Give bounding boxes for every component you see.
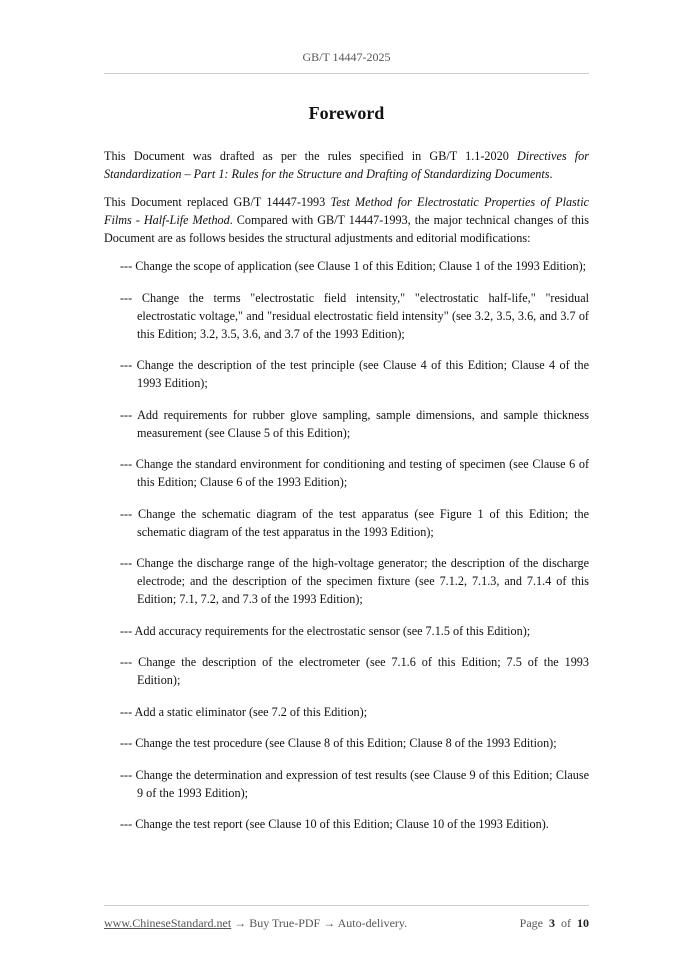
list-item: --- Change the scope of application (see Clause 1 of this Edition; Clause 1 of the 1993 Edition);	[120, 259, 587, 273]
buy-pdf-text: Buy True-PDF	[249, 916, 321, 930]
replaced-standard-title: Test Method for Electrostatic Properties of Plastic Films - Half-Life Method	[104, 195, 589, 227]
paragraph-replacement	[104, 193, 589, 247]
paragraph-drafting-rules	[104, 147, 589, 183]
directive-title: Directives for Standardization – Part 1: Rules for the Structure and Drafting of Standardizing Documents	[104, 149, 589, 181]
standard-code: GB/T 14447-2025	[302, 50, 391, 64]
list-item: --- Change the test procedure (see Clause 8 of this Edition; Clause 8 of the 1993 Edition);	[120, 736, 557, 750]
page-title: Foreword	[308, 103, 385, 123]
list-item: --- Add accuracy requirements for the electrostatic sensor (see 7.1.5 of this Edition);	[120, 623, 531, 638]
auto-delivery-text: Auto-delivery.	[337, 916, 408, 930]
page-header	[104, 50, 589, 65]
changes-list	[104, 257, 589, 833]
paragraph-text: This Document replaced GB/T 14447-1993	[104, 195, 331, 209]
of-label: of	[561, 916, 571, 930]
paragraph-text: . Compared with GB/T 14447-1993, the major technical changes of this Document are as follows besides the structural adjustments and editorial modifications:	[104, 213, 589, 245]
list-item: --- Change the description of the electrometer (see 7.1.6 of this Edition; 7.5 of the 1993 Edition);	[120, 655, 589, 687]
header-divider	[104, 73, 589, 74]
list-item: --- Change the test report (see Clause 10 of this Edition; Clause 10 of the 1993 Edition).	[120, 817, 549, 831]
arrow-right-icon: →	[231, 916, 250, 930]
total-pages: 10	[577, 916, 589, 930]
list-item: --- Change the standard environment for conditioning and testing of specimen (see Clause 6 of this Edition; Clause 6 of the 1993 Edition);	[120, 457, 589, 489]
document-body	[104, 147, 589, 847]
list-item: --- Change the description of the test principle (see Clause 4 of this Edition; Clause 4 of the 1993 Edition);	[120, 358, 589, 390]
list-item: --- Change the discharge range of the high-voltage generator; the description of the discharge electrode; and the description of the specimen fixture (see 7.1.2, 7.1.3, and 7.1.4 of this Edition; 7.1, 7.2, and 7.3 of the 1993 Edition);	[120, 556, 589, 606]
page-number	[520, 916, 589, 931]
page-label: Page	[519, 916, 543, 930]
footer-divider	[104, 905, 589, 906]
list-item: --- Change the terms "electrostatic field intensity," "electrostatic half-life," "residual electrostatic voltage," and "residual electrostatic field intensity" (see 3.2, 3.5, 3.6, and 3.7 of this Edition; 3.2, 3.5, 3.6, and 3.7 of the 1993 Edition);	[120, 290, 589, 341]
list-item: --- Change the schematic diagram of the test apparatus (see Figure 1 of this Edition; the schematic diagram of the test apparatus in the 1993 Edition);	[120, 506, 589, 539]
website-link[interactable]: www.ChineseStandard.net	[104, 916, 232, 930]
current-page: 3	[549, 916, 555, 930]
paragraph-text: This Document was drafted as per the rules specified in GB/T 1.1-2020	[104, 149, 517, 163]
arrow-right-icon: →	[320, 916, 338, 930]
list-item: --- Change the determination and expression of test results (see Clause 9 of this Edition; Clause 9 of the 1993 Edition);	[120, 767, 589, 800]
list-item: --- Add requirements for rubber glove sampling, sample dimensions, and sample thickness measurement (see Clause 5 of this Edition);	[120, 407, 589, 440]
list-item: --- Add a static eliminator (see 7.2 of this Edition);	[120, 704, 368, 719]
footer-promo	[104, 916, 407, 931]
paragraph-text: .	[549, 167, 553, 181]
